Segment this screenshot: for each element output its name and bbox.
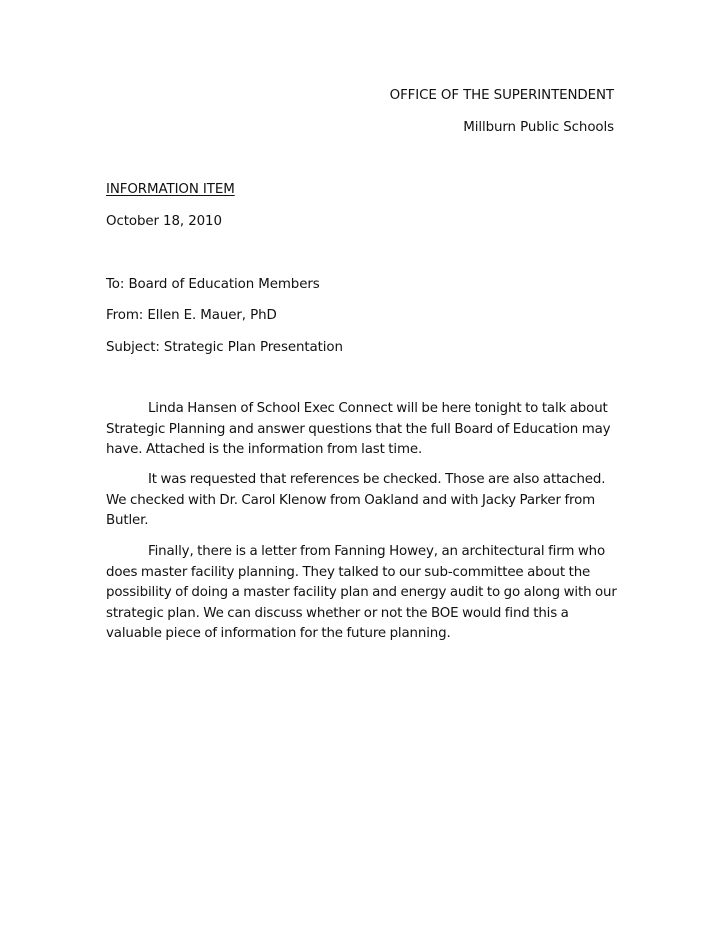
body-paragraph-1: Linda Hansen of School Exec Connect will be here tonight to talk about Strategic Planning and answer questions that the full Board of Education may have. Attached is the information from last time. xyxy=(106,401,611,457)
body-paragraph-2: It was requested that references be checked. Those are also attached. We checked with Dr. Carol Klenow from Oakland and with Jacky Parker from Butler. xyxy=(106,472,606,528)
memo-to: To: Board of Education Members xyxy=(106,277,320,292)
memo-date: October 18, 2010 xyxy=(106,214,222,229)
memo-subject: Subject: Strategic Plan Presentation xyxy=(106,340,343,355)
district-name: Millburn Public Schools xyxy=(463,120,614,135)
office-heading: OFFICE OF THE SUPERINTENDENT xyxy=(389,88,614,103)
item-type-heading: INFORMATION ITEM xyxy=(106,182,235,197)
body-paragraph-3: Finally, there is a letter from Fanning Howey, an architectural firm who does master facility planning. They talked to our sub-committee about the possibility of doing a master facility plan and energy audit to go along with our strategic plan. We can discuss whether or not the BOE would find this a valuable piece of information for the future planning. xyxy=(106,544,617,641)
memo-from: From: Ellen E. Mauer, PhD xyxy=(106,308,277,323)
